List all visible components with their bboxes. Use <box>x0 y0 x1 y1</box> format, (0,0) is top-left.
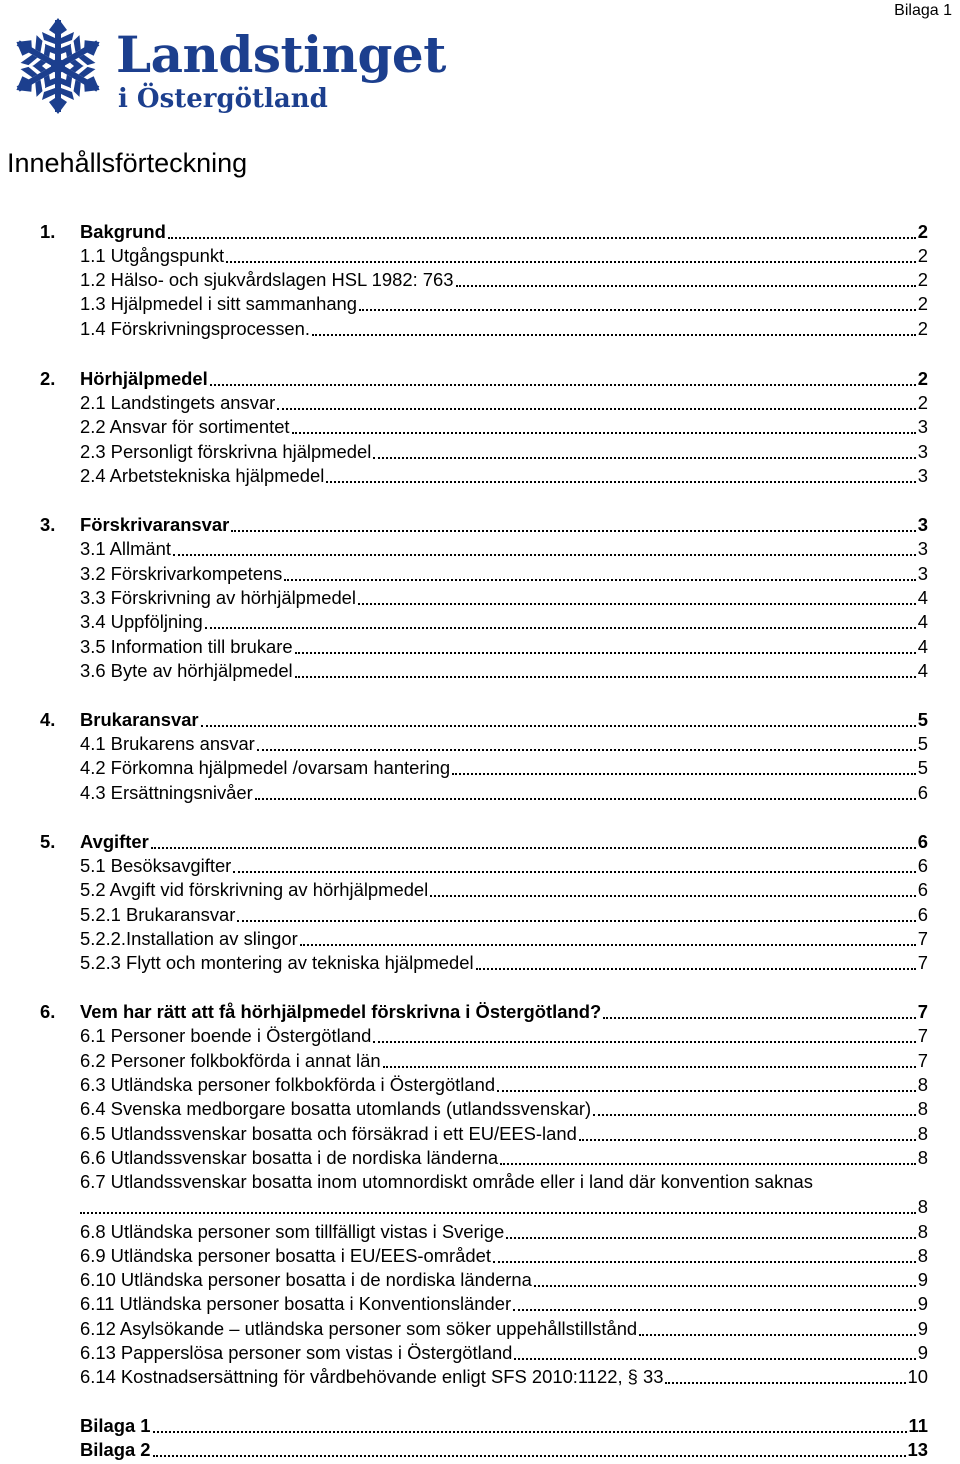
toc-entry[interactable] <box>80 756 928 780</box>
toc-page-number: 6 <box>917 782 928 803</box>
toc-page-number: 5 <box>917 709 928 730</box>
toc-leader-dots <box>226 261 916 263</box>
toc-entry-label: 2.4 Arbetstekniska hjälpmedel <box>80 465 325 486</box>
toc-entry[interactable] <box>80 1292 928 1316</box>
toc-page-number: 8 <box>917 1123 928 1144</box>
header-note: Bilaga 1 <box>894 2 952 19</box>
logo <box>6 14 446 126</box>
toc-entry-label: 1.2 Hälso- och sjukvårdslagen HSL 1982: 763 <box>80 269 454 290</box>
toc-page-number: 6 <box>917 855 928 876</box>
toc-page-number: 9 <box>917 1318 928 1339</box>
toc-page-number: 6 <box>917 904 928 925</box>
toc-leader-dots <box>80 1212 916 1214</box>
toc-entry-label: 5.1 Besöksavgifter <box>80 855 232 876</box>
toc-entry-label: Vem har rätt att få hörhjälpmedel förskrivna i Östergötland? <box>80 1001 602 1022</box>
toc-entry[interactable] <box>80 562 928 586</box>
toc-entry-label: 1.4 Förskrivningsprocessen. <box>80 318 310 339</box>
toc-entry[interactable] <box>80 464 928 488</box>
toc-page-number: 3 <box>917 538 928 559</box>
toc-page-number: 8 <box>917 1098 928 1119</box>
toc-entry-label: 6.6 Utlandssvenskar bosatta i de nordiska länderna <box>80 1147 499 1168</box>
toc-entry-label: 2.1 Landstingets ansvar <box>80 392 276 413</box>
toc-entry-label: 5.2.2.Installation av slingor <box>80 928 298 949</box>
toc-leader-dots <box>295 652 916 654</box>
toc-page-number: 2 <box>917 245 928 266</box>
toc-entry[interactable] <box>80 1122 928 1146</box>
toc-leader-dots <box>205 627 916 629</box>
toc-entry[interactable] <box>80 1024 928 1048</box>
toc-page-number: 9 <box>917 1293 928 1314</box>
toc-leader-dots <box>300 944 916 946</box>
toc-entry-label: Förskrivaransvar <box>80 514 230 535</box>
toc-leader-dots <box>383 1066 916 1068</box>
toc-section-number: 3. <box>40 514 56 535</box>
toc-entry[interactable] <box>80 1317 928 1341</box>
toc-entry-label: 5.2.1 Brukaransvar <box>80 904 236 925</box>
toc-leader-dots <box>292 432 916 434</box>
toc-entry[interactable] <box>80 1244 928 1268</box>
logo-wordmark: Landstinget <box>116 25 446 84</box>
toc-entry[interactable] <box>80 951 928 975</box>
toc-leader-dots <box>168 237 916 239</box>
toc-page-number: 2 <box>917 221 928 242</box>
toc-section-heading[interactable] <box>40 513 928 537</box>
toc-page-number: 2 <box>917 293 928 314</box>
toc-entry-label: 2.2 Ansvar för sortimentet <box>80 416 290 437</box>
toc-entry-label: 1.3 Hjälpmedel i sitt sammanhang <box>80 293 358 314</box>
toc-leader-dots <box>210 384 916 386</box>
toc-section-number: 1. <box>40 221 56 242</box>
toc-entry-label: Brukaransvar <box>80 709 199 730</box>
toc-entry[interactable] <box>80 1414 928 1438</box>
toc-leader-dots <box>231 530 916 532</box>
toc-entry-label: 5.2 Avgift vid förskrivning av hörhjälpmedel <box>80 879 429 900</box>
logo-subtitle: i Östergötland <box>118 84 328 114</box>
toc-leader-dots <box>326 481 915 483</box>
toc-leader-dots <box>284 579 915 581</box>
toc-page-number: 8 <box>917 1221 928 1242</box>
toc-entry-label: 3.5 Information till brukare <box>80 636 293 657</box>
toc-page-number: 3 <box>917 416 928 437</box>
toc-section-heading[interactable] <box>40 708 928 732</box>
toc-entry[interactable] <box>80 903 928 927</box>
toc-entry-label: Bilaga 2 <box>80 1439 151 1460</box>
toc-leader-dots <box>452 773 916 775</box>
toc-leader-dots <box>257 749 916 751</box>
toc-entry-label: 6.13 Papperslösa personer som vistas i Östergötland <box>80 1342 513 1363</box>
toc-leader-dots <box>173 554 916 556</box>
toc-page-number: 2 <box>917 392 928 413</box>
toc-entry-label: 6.2 Personer folkbokförda i annat län <box>80 1050 381 1071</box>
toc-page-number: 6 <box>917 831 928 852</box>
toc-entry-label: 6.8 Utländska personer som tillfälligt vistas i Sverige <box>80 1221 505 1242</box>
toc-entry[interactable] <box>80 659 928 683</box>
toc-page-number: 13 <box>907 1439 928 1460</box>
toc-page-number: 5 <box>917 757 928 778</box>
toc-entry[interactable] <box>80 635 928 659</box>
toc-section-number: 5. <box>40 831 56 852</box>
toc-entry-label: 6.4 Svenska medborgare bosatta utomlands (utlandssvenskar) <box>80 1098 592 1119</box>
toc-entry-label: 6.10 Utländska personer bosatta i de nordiska länderna <box>80 1269 532 1290</box>
toc-leader-dots <box>476 968 916 970</box>
toc-entry[interactable] <box>80 1170 928 1194</box>
toc-entry-label: 3.1 Allmänt <box>80 538 171 559</box>
toc-entry-label: 6.11 Utländska personer bosatta i Konventionsländer <box>80 1293 512 1314</box>
toc-page-number: 3 <box>917 441 928 462</box>
toc-entry[interactable] <box>80 268 928 292</box>
toc-entry[interactable] <box>80 1097 928 1121</box>
toc-leader-dots <box>579 1139 916 1141</box>
toc-page-number: 8 <box>917 1245 928 1266</box>
toc-entry[interactable] <box>80 854 928 878</box>
toc-leader-dots <box>358 603 916 605</box>
toc-entry[interactable] <box>80 586 928 610</box>
toc-page-number: 6 <box>917 879 928 900</box>
toc-page-number: 7 <box>917 1050 928 1071</box>
toc-leader-dots <box>603 1017 916 1019</box>
page-title: Innehållsförteckning <box>7 148 248 178</box>
toc-leader-dots <box>255 798 916 800</box>
toc-leader-dots <box>493 1261 916 1263</box>
toc-entry[interactable] <box>80 537 928 561</box>
toc-page-number: 3 <box>917 465 928 486</box>
toc-leader-dots <box>153 1431 907 1433</box>
toc-entry-label: 3.4 Uppföljning <box>80 611 203 632</box>
toc-leader-dots <box>513 1309 916 1311</box>
toc-entry[interactable] <box>80 1268 928 1292</box>
toc-entry-label: 2.3 Personligt förskrivna hjälpmedel <box>80 441 372 462</box>
toc-leader-dots <box>233 871 915 873</box>
toc-page-number: 7 <box>917 952 928 973</box>
toc-entry[interactable] <box>80 927 928 951</box>
toc-leader-dots <box>500 1163 916 1165</box>
toc-entry-label: 6.12 Asylsökande – utländska personer som söker uppehållstillstånd <box>80 1318 638 1339</box>
toc-entry-label: 4.2 Förkomna hjälpmedel /ovarsam hantering <box>80 757 451 778</box>
toc-page-number: 4 <box>917 660 928 681</box>
toc-entry-label: Bakgrund <box>80 221 166 242</box>
toc-page-number: 3 <box>917 514 928 535</box>
toc-section-number: 2. <box>40 368 56 389</box>
toc-entry-label: 4.1 Brukarens ansvar <box>80 733 255 754</box>
snowflake-logo-icon <box>6 14 110 118</box>
toc-entry-label: Bilaga 1 <box>80 1415 151 1436</box>
toc-entry-label: 6.5 Utlandssvenskar bosatta och försäkrad i ett EU/EES-land <box>80 1123 577 1144</box>
toc-page-number: 3 <box>917 563 928 584</box>
toc-entry-label: 6.3 Utländska personer folkbokförda i Östergötland <box>80 1074 496 1095</box>
toc-section-number: 6. <box>40 1001 56 1022</box>
toc-page-number: 8 <box>917 1147 928 1168</box>
toc-leader-dots <box>312 334 916 336</box>
toc-page-number: 9 <box>917 1269 928 1290</box>
toc-leader-dots <box>373 1041 915 1043</box>
toc-entry[interactable] <box>80 1365 928 1389</box>
toc-leader-dots <box>639 1334 916 1336</box>
toc-entry[interactable] <box>80 391 928 415</box>
toc-leader-dots <box>506 1237 916 1239</box>
toc-leader-dots <box>430 895 916 897</box>
toc-entry[interactable] <box>80 292 928 316</box>
toc-page-number: 5 <box>917 733 928 754</box>
toc-entry-label: 6.14 Kostnadsersättning för vårdbehövande enligt SFS 2010:1122, § 33 <box>80 1366 664 1387</box>
toc-entry[interactable] <box>80 781 928 805</box>
toc-page-number: 11 <box>908 1415 928 1436</box>
toc-page-number: 7 <box>917 1025 928 1046</box>
toc-leader-dots <box>359 309 916 311</box>
toc-page-number: 4 <box>917 611 928 632</box>
toc-entry[interactable] <box>80 1341 928 1365</box>
toc-entry-label: Hörhjälpmedel <box>80 368 208 389</box>
toc-entry-label: 5.2.3 Flytt och montering av tekniska hjälpmedel <box>80 952 474 973</box>
toc-page-number: 7 <box>917 928 928 949</box>
toc-leader-dots <box>456 285 916 287</box>
toc-entry-label: 3.2 Förskrivarkompetens <box>80 563 283 584</box>
toc-entry[interactable] <box>80 244 928 268</box>
toc-entry[interactable] <box>80 440 928 464</box>
toc-page-number: 2 <box>917 368 928 389</box>
toc-page-number: 2 <box>917 318 928 339</box>
toc-entry[interactable] <box>80 415 928 439</box>
toc-leader-dots <box>497 1090 916 1092</box>
toc-page-number: 9 <box>917 1342 928 1363</box>
toc-entry-label: 4.3 Ersättningsnivåer <box>80 782 253 803</box>
toc-page-number: 2 <box>917 269 928 290</box>
toc-leader-dots <box>373 457 915 459</box>
toc-leader-dots <box>534 1285 916 1287</box>
toc-leader-dots <box>151 847 916 849</box>
toc-entry-label: 6.1 Personer boende i Östergötland <box>80 1025 372 1046</box>
toc-section-heading[interactable] <box>40 830 928 854</box>
toc-page-number: 10 <box>907 1366 928 1387</box>
toc-leader-dots <box>295 676 916 678</box>
toc-page-number: 4 <box>917 587 928 608</box>
toc-page-number: 4 <box>917 636 928 657</box>
toc-entry-continuation <box>80 1195 928 1219</box>
toc-entry[interactable] <box>80 1220 928 1244</box>
toc-entry-label: 3.3 Förskrivning av hörhjälpmedel <box>80 587 356 608</box>
toc-leader-dots <box>237 920 915 922</box>
toc-page-number: 8 <box>917 1196 928 1217</box>
toc-entry[interactable] <box>80 1049 928 1073</box>
toc-entry[interactable] <box>80 317 928 341</box>
toc-entry-label: 6.7 Utlandssvenskar bosatta inom utomnordiskt område eller i land där konvention saknas <box>80 1171 813 1192</box>
toc-page-number: 7 <box>917 1001 928 1022</box>
toc-leader-dots <box>153 1455 906 1457</box>
toc-section-heading[interactable] <box>40 367 928 391</box>
toc-leader-dots <box>665 1382 905 1384</box>
toc-page-number: 8 <box>917 1074 928 1095</box>
toc-entry[interactable] <box>80 610 928 634</box>
toc-section-number: 4. <box>40 709 56 730</box>
toc-entry-label: Avgifter <box>80 831 149 852</box>
toc-entry[interactable] <box>80 878 928 902</box>
toc-leader-dots <box>593 1114 916 1116</box>
toc-section-heading[interactable] <box>40 1000 928 1024</box>
toc-entry[interactable] <box>80 1438 928 1462</box>
toc-entry-label: 6.9 Utländska personer bosatta i EU/EES-området <box>80 1245 491 1266</box>
toc-entry[interactable] <box>80 732 928 756</box>
toc-entry[interactable] <box>80 1073 928 1097</box>
toc-leader-dots <box>514 1358 915 1360</box>
toc-leader-dots <box>201 725 916 727</box>
toc-entry[interactable] <box>80 1146 928 1170</box>
toc-section-heading[interactable] <box>40 220 928 244</box>
toc-entry-label: 1.1 Utgångspunkt <box>80 245 225 266</box>
toc-leader-dots <box>277 408 915 410</box>
toc-entry-label: 3.6 Byte av hörhjälpmedel <box>80 660 293 681</box>
